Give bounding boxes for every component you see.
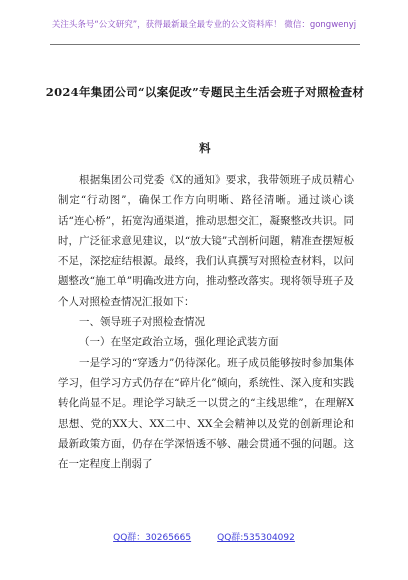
qq-group-link-1[interactable]: QQ群：30265665 (113, 533, 192, 543)
header-divider (50, 44, 360, 45)
header-banner: 关注头条号“公文研究”，获得最新最全最专业的公文资料库！ 微信：gongwenyj (51, 20, 357, 30)
qq-group-link-2[interactable]: QQ群:535304092 (217, 533, 295, 543)
document-title: 2024年集团公司“以案促改”专题民主生活会班子对照检查材料 (45, 85, 365, 155)
section-heading-2: （一）在坚定政治立场，强化理论武装方面 (79, 336, 279, 349)
footer-contacts (0, 530, 408, 543)
section-heading-1: 一、领导班子对照检查情况 (79, 316, 205, 329)
document-body (58, 170, 354, 474)
intro-paragraph: 根据集团公司党委《X的通知》要求，我带领班子成员精心制定“行动图”，确保工作方向明晰、路径清晰。通过谈心谈话“连心桥”，拓宽沟通渠道，推动思想交汇，凝聚整改共识。同时，广泛征求意见建议，以“放大镜”式剖析问题，精准查摆短板不足，深挖症结根源。最终，我们认真撰写对照检查材料，以问题整改“施工单”明确改进方向，推动整改落实。现将领导班子及个人对照检查情况汇报如下： (58, 174, 354, 308)
body-paragraph-1: 一是学习的“穿透力”仍待深化。班子成员能够按时参加集体学习，但学习方式仍存在“碎片化”倾向，系统性、深入度和实践转化尚显不足。理论学习缺乏一以贯之的“主线思维”，在理解X思想、党的XX大、XX二中、XX全会精神以及党的创新理论和最新政策方面，仍存在学深悟透不够、融会贯通不强的问题。这在一定程度上削弱了 (58, 356, 354, 471)
